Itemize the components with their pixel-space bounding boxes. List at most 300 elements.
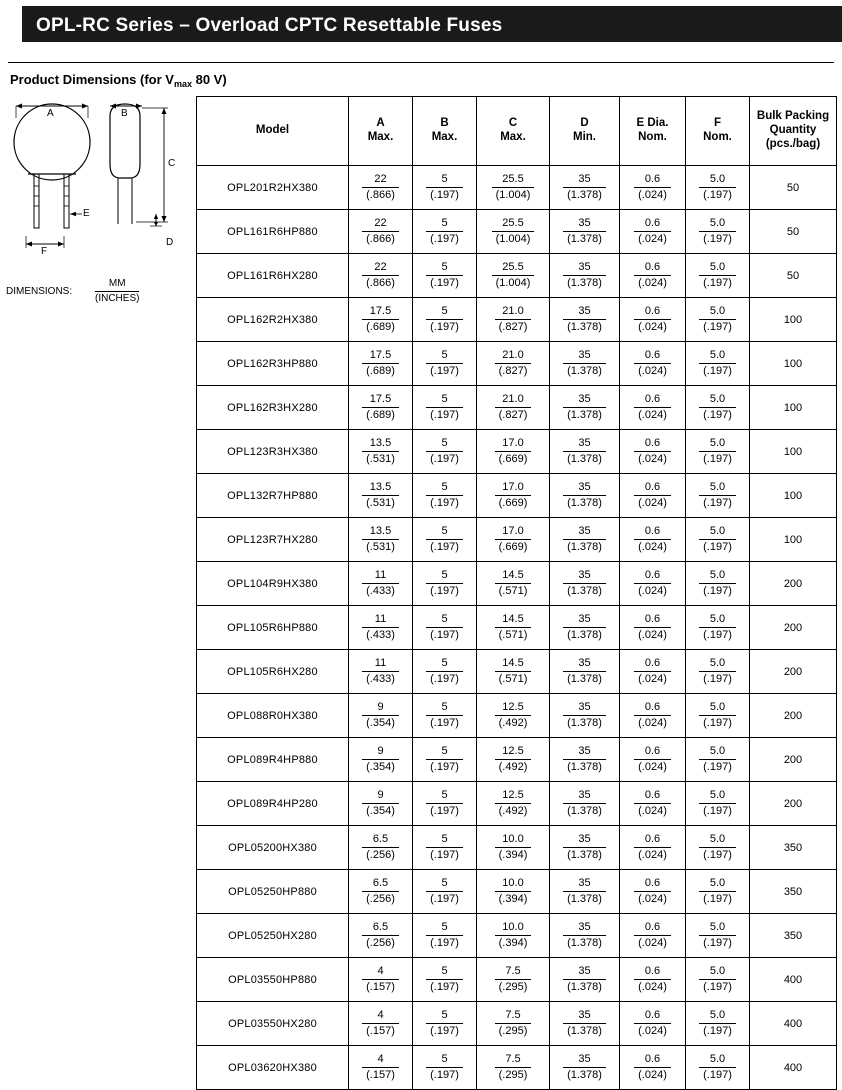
cell-f-inches: (.197): [703, 365, 732, 377]
cell-e-dia-inches: (.024): [638, 937, 667, 949]
cell-e-dia: [620, 782, 686, 826]
cell-a-mm: 17.5: [362, 349, 399, 364]
cell-d: [550, 914, 620, 958]
cell-c: [477, 166, 550, 210]
cell-d-inches: (1.378): [567, 761, 602, 773]
cell-e-dia-inches: (.024): [638, 805, 667, 817]
cell-d: [550, 210, 620, 254]
cell-e-dia-mm: 0.6: [634, 261, 671, 276]
cell-e-dia-mm: 0.6: [634, 657, 671, 672]
cell-a-inches: (.433): [366, 585, 395, 597]
cell-d-fraction: [563, 349, 606, 377]
cell-bulk-packing-quantity: 200: [750, 782, 837, 826]
cell-a-mm: 11: [362, 613, 399, 628]
cell-e-dia: [620, 518, 686, 562]
cell-e-dia-fraction: [634, 261, 671, 289]
cell-e-dia: [620, 254, 686, 298]
cell-model: OPL03550HX280: [197, 1002, 349, 1046]
cell-d-fraction: [563, 921, 606, 949]
cell-d-fraction: [563, 261, 606, 289]
cell-b-fraction: [426, 481, 463, 509]
cell-d: [550, 650, 620, 694]
cell-f-inches: (.197): [703, 277, 732, 289]
cell-a-fraction: [362, 877, 399, 905]
cell-a-fraction: [362, 217, 399, 245]
cell-d-inches: (1.378): [567, 805, 602, 817]
cell-e-dia-mm: 0.6: [634, 701, 671, 716]
cell-c-fraction: [495, 481, 532, 509]
cell-c-inches: (.827): [498, 321, 528, 333]
cell-a-mm: 17.5: [362, 393, 399, 408]
cell-b-fraction: [426, 833, 463, 861]
cell-f-inches: (.197): [703, 585, 732, 597]
cell-f-mm: 5.0: [699, 921, 736, 936]
cell-bulk-packing-quantity: 350: [750, 914, 837, 958]
cell-c: [477, 1002, 550, 1046]
cell-f-fraction: [699, 1009, 736, 1037]
cell-e-dia-fraction: [634, 965, 671, 993]
table-row: [197, 782, 837, 826]
cell-f-mm: 5.0: [699, 481, 736, 496]
cell-f-mm: 5.0: [699, 833, 736, 848]
cell-b-inches: (.197): [430, 497, 459, 509]
cell-c-mm: 10.0: [495, 877, 532, 892]
cell-f-fraction: [699, 833, 736, 861]
cell-b-fraction: [426, 789, 463, 817]
cell-f-fraction: [699, 965, 736, 993]
cell-c-inches: (1.004): [495, 277, 531, 289]
cell-d-fraction: [563, 393, 606, 421]
cell-model: OPL132R7HP880: [197, 474, 349, 518]
cell-f-inches: (.197): [703, 233, 732, 245]
table-row: [197, 342, 837, 386]
cell-e-dia-inches: (.024): [638, 981, 667, 993]
cell-bulk-packing-quantity: 200: [750, 694, 837, 738]
cell-model: OPL105R6HP880: [197, 606, 349, 650]
cell-c-fraction: [495, 525, 532, 553]
cell-a-inches: (.689): [366, 365, 395, 377]
cell-f-mm: 5.0: [699, 569, 736, 584]
cell-model: OPL089R4HP280: [197, 782, 349, 826]
cell-d-mm: 35: [563, 1053, 606, 1068]
cell-d-mm: 35: [563, 173, 606, 188]
cell-b-mm: 5: [426, 701, 463, 716]
cell-bulk-packing-quantity: 400: [750, 1046, 837, 1090]
column-header-e-line2: Nom.: [638, 131, 667, 143]
cell-c-inches: (.827): [498, 365, 528, 377]
cell-d: [550, 958, 620, 1002]
cell-c-fraction: [492, 173, 535, 201]
cell-a-fraction: [362, 305, 399, 333]
cell-f: [686, 298, 750, 342]
cell-f-fraction: [699, 657, 736, 685]
cell-a: [349, 870, 413, 914]
cell-e-dia: [620, 694, 686, 738]
cell-b-mm: 5: [426, 569, 463, 584]
cell-d: [550, 782, 620, 826]
cell-c-mm: 14.5: [495, 657, 532, 672]
cell-model: OPL05200HX380: [197, 826, 349, 870]
cell-model: OPL03550HP880: [197, 958, 349, 1002]
cell-e-dia-fraction: [634, 569, 671, 597]
cell-bulk-packing-quantity: 350: [750, 870, 837, 914]
cell-a: [349, 694, 413, 738]
cell-c-inches: (1.004): [495, 189, 531, 201]
cell-bulk-packing-quantity: 100: [750, 342, 837, 386]
cell-a-inches: (.256): [366, 893, 395, 905]
cell-b-inches: (.197): [430, 717, 459, 729]
cell-d-fraction: [563, 1009, 606, 1037]
cell-c: [477, 870, 550, 914]
column-header-qty-line2: Quantity: [769, 124, 817, 137]
cell-model: OPL162R3HX280: [197, 386, 349, 430]
cell-c: [477, 254, 550, 298]
cell-a-fraction: [362, 745, 399, 773]
cell-c: [477, 914, 550, 958]
cell-b-inches: (.197): [430, 981, 459, 993]
cell-c-inches: (.571): [498, 629, 528, 641]
cell-e-dia-mm: 0.6: [634, 437, 671, 452]
cell-f-mm: 5.0: [699, 349, 736, 364]
cell-e-dia-mm: 0.6: [634, 921, 671, 936]
cell-c-fraction: [495, 789, 532, 817]
cell-d-mm: 35: [563, 217, 606, 232]
cell-d-fraction: [563, 965, 606, 993]
cell-d-inches: (1.378): [567, 893, 602, 905]
cell-b-fraction: [426, 745, 463, 773]
cell-a: [349, 1046, 413, 1090]
cell-f: [686, 782, 750, 826]
column-header-c: [477, 97, 550, 166]
cell-a-mm: 4: [362, 1053, 399, 1068]
cell-e-dia-mm: 0.6: [634, 877, 671, 892]
cell-bulk-packing-quantity: 100: [750, 474, 837, 518]
cell-b-mm: 5: [426, 173, 463, 188]
cell-e-dia-inches: (.024): [638, 717, 667, 729]
cell-e-dia-inches: (.024): [638, 321, 667, 333]
cell-c-mm: 25.5: [492, 261, 535, 276]
cell-f: [686, 474, 750, 518]
cell-e-dia: [620, 738, 686, 782]
cell-f-fraction: [699, 1053, 736, 1081]
cell-d-mm: 35: [563, 745, 606, 760]
cell-c-fraction: [495, 657, 532, 685]
cell-d-inches: (1.378): [567, 585, 602, 597]
cell-f-mm: 5.0: [699, 261, 736, 276]
header-left-stripe: [0, 6, 22, 42]
column-header-d-line2: Min.: [573, 131, 596, 143]
cell-model: OPL123R3HX380: [197, 430, 349, 474]
column-header-f-line2: Nom.: [703, 131, 732, 143]
cell-d: [550, 1046, 620, 1090]
cell-a-mm: 6.5: [362, 921, 399, 936]
cell-b: [413, 738, 477, 782]
cell-f: [686, 914, 750, 958]
cell-a-inches: (.433): [366, 673, 395, 685]
cell-model: OPL162R2HX380: [197, 298, 349, 342]
cell-e-dia-fraction: [634, 789, 671, 817]
cell-a-fraction: [362, 569, 399, 597]
table-header-row: [197, 97, 837, 166]
cell-e-dia-mm: 0.6: [634, 569, 671, 584]
cell-d-fraction: [563, 217, 606, 245]
cell-d-mm: 35: [563, 833, 606, 848]
cell-b-fraction: [426, 305, 463, 333]
cell-b-mm: 5: [426, 393, 463, 408]
cell-a: [349, 474, 413, 518]
cell-b-mm: 5: [426, 965, 463, 980]
cell-a-mm: 11: [362, 657, 399, 672]
cell-b-inches: (.197): [430, 585, 459, 597]
cell-a: [349, 650, 413, 694]
cell-c-mm: 14.5: [495, 613, 532, 628]
cell-a-fraction: [362, 833, 399, 861]
cell-b: [413, 210, 477, 254]
cell-f-mm: 5.0: [699, 965, 736, 980]
cell-a-mm: 6.5: [362, 833, 399, 848]
cell-bulk-packing-quantity: 50: [750, 166, 837, 210]
table-row: [197, 694, 837, 738]
cell-e-dia-fraction: [634, 1009, 671, 1037]
cell-a-fraction: [362, 613, 399, 641]
cell-a-mm: 4: [362, 1009, 399, 1024]
cell-b: [413, 254, 477, 298]
cell-c: [477, 518, 550, 562]
cell-c-inches: (.571): [498, 585, 528, 597]
cell-f-fraction: [699, 877, 736, 905]
cell-e-dia-mm: 0.6: [634, 305, 671, 320]
cell-f-inches: (.197): [703, 937, 732, 949]
cell-bulk-packing-quantity: 200: [750, 606, 837, 650]
cell-a-fraction: [362, 1053, 399, 1081]
cell-b: [413, 562, 477, 606]
cell-e-dia: [620, 342, 686, 386]
table-row: [197, 738, 837, 782]
cell-a: [349, 386, 413, 430]
table-body: [197, 166, 837, 1090]
cell-e-dia: [620, 1002, 686, 1046]
cell-model: OPL03620HX380: [197, 1046, 349, 1090]
cell-b-fraction: [426, 173, 463, 201]
cell-e-dia: [620, 386, 686, 430]
cell-a-mm: 11: [362, 569, 399, 584]
cell-b-fraction: [426, 1009, 463, 1037]
cell-e-dia-mm: 0.6: [634, 349, 671, 364]
cell-a-fraction: [362, 657, 399, 685]
cell-d-fraction: [563, 173, 606, 201]
cell-e-dia: [620, 870, 686, 914]
column-header-f: [686, 97, 750, 166]
cell-d-fraction: [563, 613, 606, 641]
cell-f: [686, 870, 750, 914]
cell-f-mm: 5.0: [699, 525, 736, 540]
cell-a-mm: 17.5: [362, 305, 399, 320]
cell-e-dia-mm: 0.6: [634, 217, 671, 232]
cell-f-inches: (.197): [703, 541, 732, 553]
column-header-e-dia: [620, 97, 686, 166]
cell-b-fraction: [426, 217, 463, 245]
cell-a-inches: (.256): [366, 849, 395, 861]
cell-f-inches: (.197): [703, 981, 732, 993]
cell-c-mm: 12.5: [495, 745, 532, 760]
cell-b-fraction: [426, 921, 463, 949]
cell-b-mm: 5: [426, 613, 463, 628]
cell-c: [477, 782, 550, 826]
cell-c-mm: 17.0: [495, 525, 532, 540]
product-dimensions-table: [196, 96, 837, 1090]
cell-d-inches: (1.378): [567, 1025, 602, 1037]
unit-mm: MM: [95, 278, 139, 292]
cell-f-inches: (.197): [703, 497, 732, 509]
cell-f-fraction: [699, 525, 736, 553]
cell-c: [477, 562, 550, 606]
cell-a-fraction: [362, 437, 399, 465]
cell-c-fraction: [495, 965, 532, 993]
cell-d: [550, 562, 620, 606]
column-header-model-line1: Model: [255, 124, 290, 137]
cell-a: [349, 738, 413, 782]
cell-b: [413, 386, 477, 430]
cell-bulk-packing-quantity: 400: [750, 1002, 837, 1046]
cell-a: [349, 342, 413, 386]
cell-e-dia-inches: (.024): [638, 629, 667, 641]
cell-c-inches: (.295): [498, 1025, 528, 1037]
cell-a: [349, 254, 413, 298]
cell-a: [349, 430, 413, 474]
cell-b-fraction: [426, 701, 463, 729]
cell-d-fraction: [563, 789, 606, 817]
cell-c-inches: (.571): [498, 673, 528, 685]
column-header-model: [197, 97, 349, 166]
cell-f-fraction: [699, 701, 736, 729]
cell-a-mm: 6.5: [362, 877, 399, 892]
cell-b: [413, 650, 477, 694]
cell-bulk-packing-quantity: 50: [750, 210, 837, 254]
cell-b-inches: (.197): [430, 233, 459, 245]
cell-b-inches: (.197): [430, 409, 459, 421]
dimension-label-c: C: [168, 158, 176, 169]
cell-f-mm: 5.0: [699, 877, 736, 892]
cell-e-dia-inches: (.024): [638, 849, 667, 861]
cell-c: [477, 342, 550, 386]
cell-bulk-packing-quantity: 100: [750, 430, 837, 474]
cell-e-dia: [620, 1046, 686, 1090]
cell-d-mm: 35: [563, 481, 606, 496]
cell-d-fraction: [563, 877, 606, 905]
cell-f-inches: (.197): [703, 761, 732, 773]
cell-c-mm: 25.5: [492, 173, 535, 188]
table-row: [197, 518, 837, 562]
cell-d: [550, 694, 620, 738]
cell-d: [550, 342, 620, 386]
cell-a-fraction: [362, 393, 399, 421]
cell-bulk-packing-quantity: 50: [750, 254, 837, 298]
cell-f-mm: 5.0: [699, 437, 736, 452]
cell-b-fraction: [426, 437, 463, 465]
cell-f: [686, 430, 750, 474]
table-row: [197, 1002, 837, 1046]
cell-f-fraction: [699, 393, 736, 421]
cell-b: [413, 518, 477, 562]
dimension-label-e: E: [83, 208, 90, 219]
cell-a: [349, 518, 413, 562]
cell-f-fraction: [699, 921, 736, 949]
cell-c-inches: (.295): [498, 1069, 528, 1081]
cell-c: [477, 298, 550, 342]
cell-a-inches: (.689): [366, 409, 395, 421]
cell-c-mm: 21.0: [495, 305, 532, 320]
cell-f: [686, 738, 750, 782]
cell-b: [413, 474, 477, 518]
cell-b: [413, 1002, 477, 1046]
table-row: [197, 210, 837, 254]
cell-a-fraction: [362, 921, 399, 949]
cell-d-inches: (1.378): [567, 189, 602, 201]
cell-b-inches: (.197): [430, 937, 459, 949]
cell-a: [349, 914, 413, 958]
cell-f: [686, 210, 750, 254]
cell-c-fraction: [495, 349, 532, 377]
unit-inches: (INCHES): [95, 292, 140, 304]
cell-a-fraction: [362, 1009, 399, 1037]
cell-c-inches: (1.004): [495, 233, 531, 245]
cell-f-mm: 5.0: [699, 217, 736, 232]
cell-b-mm: 5: [426, 657, 463, 672]
cell-b: [413, 870, 477, 914]
cell-d-inches: (1.378): [567, 849, 602, 861]
cell-c-fraction: [495, 305, 532, 333]
cell-d-inches: (1.378): [567, 497, 602, 509]
column-header-d: [550, 97, 620, 166]
cell-d-fraction: [563, 305, 606, 333]
cell-a-inches: (.157): [366, 981, 395, 993]
cell-e-dia-mm: 0.6: [634, 833, 671, 848]
cell-bulk-packing-quantity: 200: [750, 650, 837, 694]
cell-e-dia: [620, 606, 686, 650]
cell-b-inches: (.197): [430, 453, 459, 465]
cell-e-dia-mm: 0.6: [634, 525, 671, 540]
cell-b: [413, 430, 477, 474]
cell-model: OPL201R2HX380: [197, 166, 349, 210]
cell-b-fraction: [426, 525, 463, 553]
cell-e-dia-fraction: [634, 1053, 671, 1081]
cell-d-fraction: [563, 745, 606, 773]
cell-e-dia-inches: (.024): [638, 189, 667, 201]
cell-c-inches: (.295): [498, 981, 528, 993]
cell-e-dia-mm: 0.6: [634, 789, 671, 804]
cell-a-mm: 9: [362, 745, 399, 760]
cell-f-mm: 5.0: [699, 1053, 736, 1068]
cell-f-inches: (.197): [703, 189, 732, 201]
cell-d-mm: 35: [563, 921, 606, 936]
cell-e-dia-inches: (.024): [638, 1069, 667, 1081]
cell-a-mm: 13.5: [362, 481, 399, 496]
cell-c: [477, 386, 550, 430]
cell-f-fraction: [699, 305, 736, 333]
cell-b-inches: (.197): [430, 629, 459, 641]
cell-f-inches: (.197): [703, 1069, 732, 1081]
cell-e-dia: [620, 958, 686, 1002]
cell-e-dia-mm: 0.6: [634, 1009, 671, 1024]
cell-c-inches: (.394): [498, 893, 528, 905]
dimension-label-a: A: [47, 108, 54, 119]
cell-b-fraction: [426, 261, 463, 289]
table-row: [197, 430, 837, 474]
cell-a-inches: (.531): [366, 497, 395, 509]
cell-a-inches: (.354): [366, 761, 395, 773]
cell-a-fraction: [362, 789, 399, 817]
section-title: [10, 72, 227, 87]
